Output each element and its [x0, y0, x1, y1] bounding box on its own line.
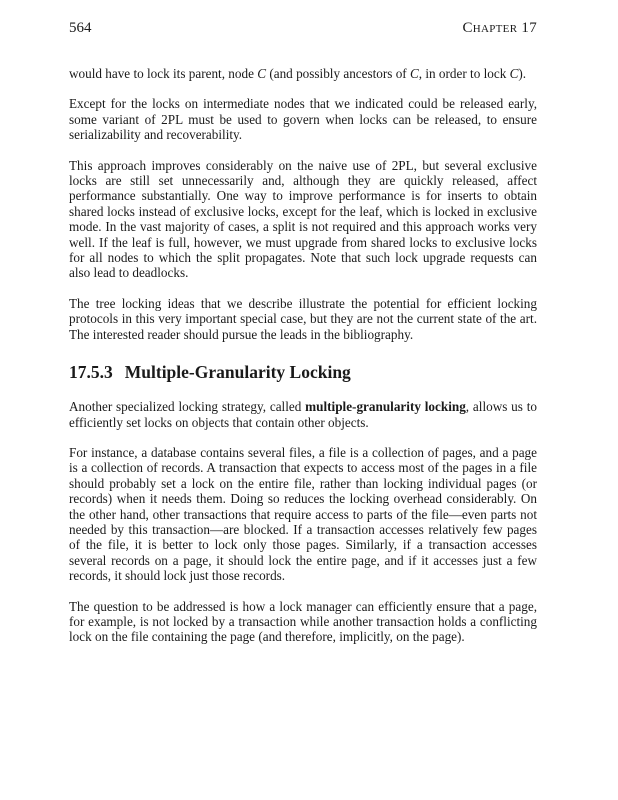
body-text	[69, 66, 537, 660]
paragraph-text: , allows us to efficiently set locks on objects that contain other objects.	[69, 399, 537, 430]
section-number: 17.5.3	[69, 362, 113, 383]
paragraph-approach-improves: This approach improves considerably on the naive use of 2PL, but several exclusive locks are still set unnecessarily and, although they are quickly released, affect performance substantially. One way to improve performance is for inserts to obtain shared locks instead of exclusive locks, except for the leaf, which is locked in exclusive mode. In the vast majority of cases, a split is not required and this approach works very well. If the leaf is full, however, we must upgrade from shared locks to exclusive locks for all nodes to which the split propagates. Note that such lock upgrade requests can also lead to deadlocks.	[69, 157, 537, 281]
paragraph-database-example: For instance, a database contains several files, a file is a collection of pages, and a page is a collection of records. A transaction that expects to access most of the pages in a file should probably set a lock on the entire file, rather than locking individual pages (or records) when it needs them. Doing so reduces the locking overhead considerably. On the other hand, other transactions that require access to parts of the file—even parts not needed by this transaction—are blocked. If a transaction accesses relatively few pages of the file, it is better to lock only those pages. Similarly, if a transaction accesses several records on a page, it should lock the entire page, and if it accesses just a few records, it should lock just those records.	[69, 444, 537, 584]
math-node-c: C	[257, 66, 267, 81]
paragraph-tree-locking: The tree locking ideas that we describe illustrate the potential for efficient locking protocols in this very important special case, but they are not the current state of the art. The interested reader should pursue the leads in the bibliography.	[69, 295, 537, 342]
paragraph-text: Another specialized locking strategy, called	[69, 399, 306, 415]
page-number: 564	[69, 20, 92, 36]
defined-term: multiple-granularity locking	[305, 399, 466, 415]
paragraph-2pl-release: Except for the locks on intermediate nodes that we indicated could be released early, some variant of 2PL must be used to govern when locks can be released, to ensure serializability and recoverability.	[69, 96, 537, 143]
paragraph-specialized-strategy	[69, 399, 537, 430]
paragraph-text: ).	[518, 66, 527, 81]
paragraph-parent-lock	[69, 66, 537, 81]
paragraph-lock-manager-question: The question to be addressed is how a lock manager can efficiently ensure that a page, for example, is not locked by a transaction while another transaction holds a conflicting lock on the file containing the page (and therefore, implicitly, on the page).	[69, 598, 537, 645]
paragraph-text: (and possibly ancestors of	[266, 66, 410, 81]
paragraph-text: , in order to lock	[418, 66, 510, 81]
section-title: Multiple-Granularity Locking	[124, 362, 351, 383]
section-heading	[69, 362, 537, 382]
paragraph-text: would have to lock its parent, node	[69, 66, 258, 81]
chapter-label: Chapter 17	[462, 20, 537, 36]
running-head	[69, 20, 537, 38]
math-node-c: C	[409, 66, 419, 81]
math-node-c: C	[509, 66, 519, 81]
